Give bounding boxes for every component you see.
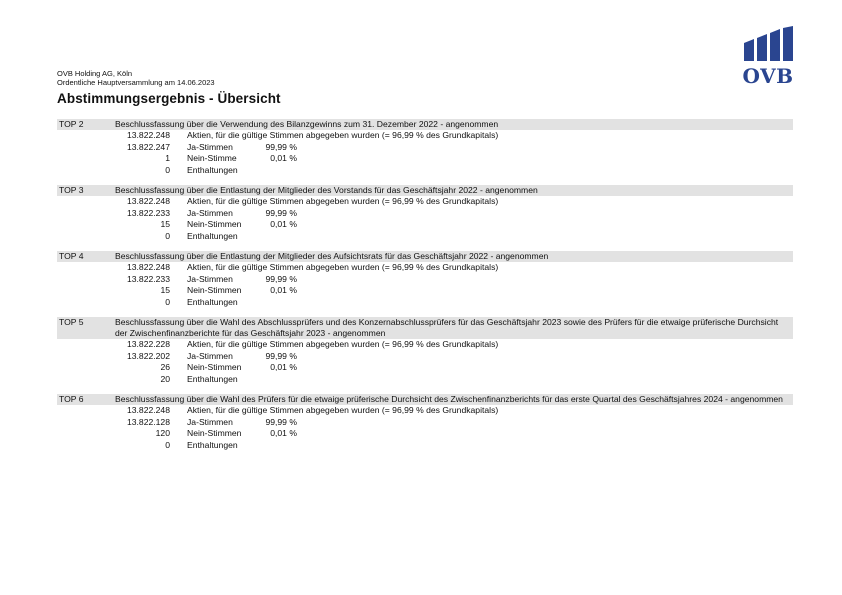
no-votes-label: Nein-Stimmen (187, 428, 242, 438)
company-name: OVB Holding AG, Köln (57, 69, 133, 78)
agenda-number: TOP 5 (59, 317, 84, 327)
yes-votes-label: Ja-Stimmen (187, 416, 233, 427)
valid-votes-row (57, 196, 793, 208)
no-votes-label: Nein-Stimmen (187, 219, 242, 229)
no-votes-value: 15 (160, 285, 170, 295)
yes-votes-value: 13.822.233 (126, 207, 170, 218)
no-votes-value: 120 (155, 428, 170, 438)
yes-votes-row (57, 142, 793, 154)
valid-votes-row (57, 130, 793, 142)
yes-votes-percent: 99,99 % (265, 273, 297, 284)
yes-votes-row (57, 274, 793, 286)
no-votes-percent: 0,01 % (270, 153, 297, 163)
yes-votes-label: Ja-Stimmen (187, 350, 233, 361)
agenda-header (57, 185, 793, 196)
yes-votes-label: Ja-Stimmen (187, 207, 233, 218)
agenda-number: TOP 3 (59, 185, 84, 195)
meeting-date: Ordentliche Hauptversammlung am 14.06.2023 (57, 78, 215, 87)
abstentions-label: Enthaltungen (187, 164, 238, 175)
agenda-header (57, 317, 793, 339)
agenda-item (57, 185, 793, 242)
yes-votes-percent: 99,99 % (265, 207, 297, 218)
yes-votes-percent: 99,99 % (265, 416, 297, 427)
agenda-item (57, 251, 793, 308)
no-votes-row (57, 428, 793, 440)
valid-votes-label: Aktien, für die gültige Stimmen abgegeben wurden (= 96,99 % des Grundkapitals) (187, 339, 499, 349)
agenda-title: Beschlussfassung über die Entlastung der Mitglieder des Aufsichtsrats für das Geschäftsjahr 2022 - angenommen (115, 251, 549, 261)
abstentions-row (57, 231, 793, 243)
agenda-number: TOP 4 (59, 251, 84, 261)
abstentions-value: 20 (160, 373, 170, 384)
yes-votes-label: Ja-Stimmen (187, 141, 233, 152)
abstentions-value: 0 (165, 439, 170, 450)
abstentions-value: 0 (165, 296, 170, 307)
valid-votes-value: 13.822.248 (126, 405, 170, 415)
valid-votes-label: Aktien, für die gültige Stimmen abgegeben wurden (= 96,99 % des Grundkapitals) (187, 405, 499, 415)
abstentions-label: Enthaltungen (187, 373, 238, 384)
agenda-title: Beschlussfassung über die Wahl des Abschlussprüfers und des Konzernabschlussprüfers für das Geschäftsjahr 2023 sowie des Prüfers für die etwaige prüferische Durchsicht der Zwischenfinanzberichte für das Geschäftsjahr 2023 - angenommen (115, 317, 779, 338)
valid-votes-label: Aktien, für die gültige Stimmen abgegeben wurden (= 96,99 % des Grundkapitals) (187, 196, 499, 206)
no-votes-row (57, 219, 793, 231)
abstentions-row (57, 440, 793, 452)
valid-votes-value: 13.822.248 (126, 130, 170, 140)
agenda-header (57, 394, 793, 405)
no-votes-percent: 0,01 % (270, 219, 297, 229)
abstentions-label: Enthaltungen (187, 439, 238, 450)
no-votes-value: 1 (165, 153, 170, 163)
no-votes-label: Nein-Stimme (187, 153, 237, 163)
agenda-item (57, 119, 793, 176)
yes-votes-row (57, 417, 793, 429)
yes-votes-row (57, 351, 793, 363)
no-votes-percent: 0,01 % (270, 285, 297, 295)
no-votes-percent: 0,01 % (270, 428, 297, 438)
no-votes-row (57, 285, 793, 297)
valid-votes-row (57, 339, 793, 351)
abstentions-row (57, 297, 793, 309)
yes-votes-percent: 99,99 % (265, 350, 297, 361)
abstentions-row (57, 374, 793, 386)
no-votes-value: 26 (160, 362, 170, 372)
yes-votes-percent: 99,99 % (265, 141, 297, 152)
abstentions-row (57, 165, 793, 177)
abstentions-label: Enthaltungen (187, 296, 238, 307)
agenda-title: Beschlussfassung über die Wahl des Prüfers für die etwaige prüferische Durchsicht des Zwischenfinanzberichts für das erste Quartal des Geschäftsjahres 2024 - angenommen (115, 394, 783, 404)
yes-votes-label: Ja-Stimmen (187, 273, 233, 284)
agenda-title: Beschlussfassung über die Verwendung des Bilanzgewinns zum 31. Dezember 2022 - angenommen (115, 119, 499, 129)
yes-votes-value: 13.822.202 (126, 350, 170, 361)
abstentions-label: Enthaltungen (187, 230, 238, 241)
agenda-title: Beschlussfassung über die Entlastung der Mitglieder des Vorstands für das Geschäftsjahr 2022 - angenommen (115, 185, 538, 195)
agenda-item (57, 317, 793, 385)
logo-text: OVB (742, 64, 794, 88)
voting-results (57, 119, 793, 460)
valid-votes-value: 13.822.228 (126, 339, 170, 349)
yes-votes-value: 13.822.247 (126, 141, 170, 152)
valid-votes-row (57, 405, 793, 417)
agenda-header (57, 119, 793, 130)
agenda-number: TOP 2 (59, 119, 84, 129)
no-votes-row (57, 362, 793, 374)
abstentions-value: 0 (165, 164, 170, 175)
no-votes-label: Nein-Stimmen (187, 362, 242, 372)
agenda-number: TOP 6 (59, 394, 84, 404)
company-header (57, 69, 215, 87)
abstentions-value: 0 (165, 230, 170, 241)
no-votes-row (57, 153, 793, 165)
page-title: Abstimmungsergebnis - Übersicht (57, 91, 281, 106)
no-votes-percent: 0,01 % (270, 362, 297, 372)
yes-votes-row (57, 208, 793, 220)
valid-votes-row (57, 262, 793, 274)
yes-votes-value: 13.822.128 (126, 416, 170, 427)
no-votes-value: 15 (160, 219, 170, 229)
yes-votes-value: 13.822.233 (126, 273, 170, 284)
valid-votes-value: 13.822.248 (126, 196, 170, 206)
agenda-item (57, 394, 793, 451)
agenda-header (57, 251, 793, 262)
valid-votes-value: 13.822.248 (126, 262, 170, 272)
valid-votes-label: Aktien, für die gültige Stimmen abgegeben wurden (= 96,99 % des Grundkapitals) (187, 130, 499, 140)
valid-votes-label: Aktien, für die gültige Stimmen abgegeben wurden (= 96,99 % des Grundkapitals) (187, 262, 499, 272)
no-votes-label: Nein-Stimmen (187, 285, 242, 295)
